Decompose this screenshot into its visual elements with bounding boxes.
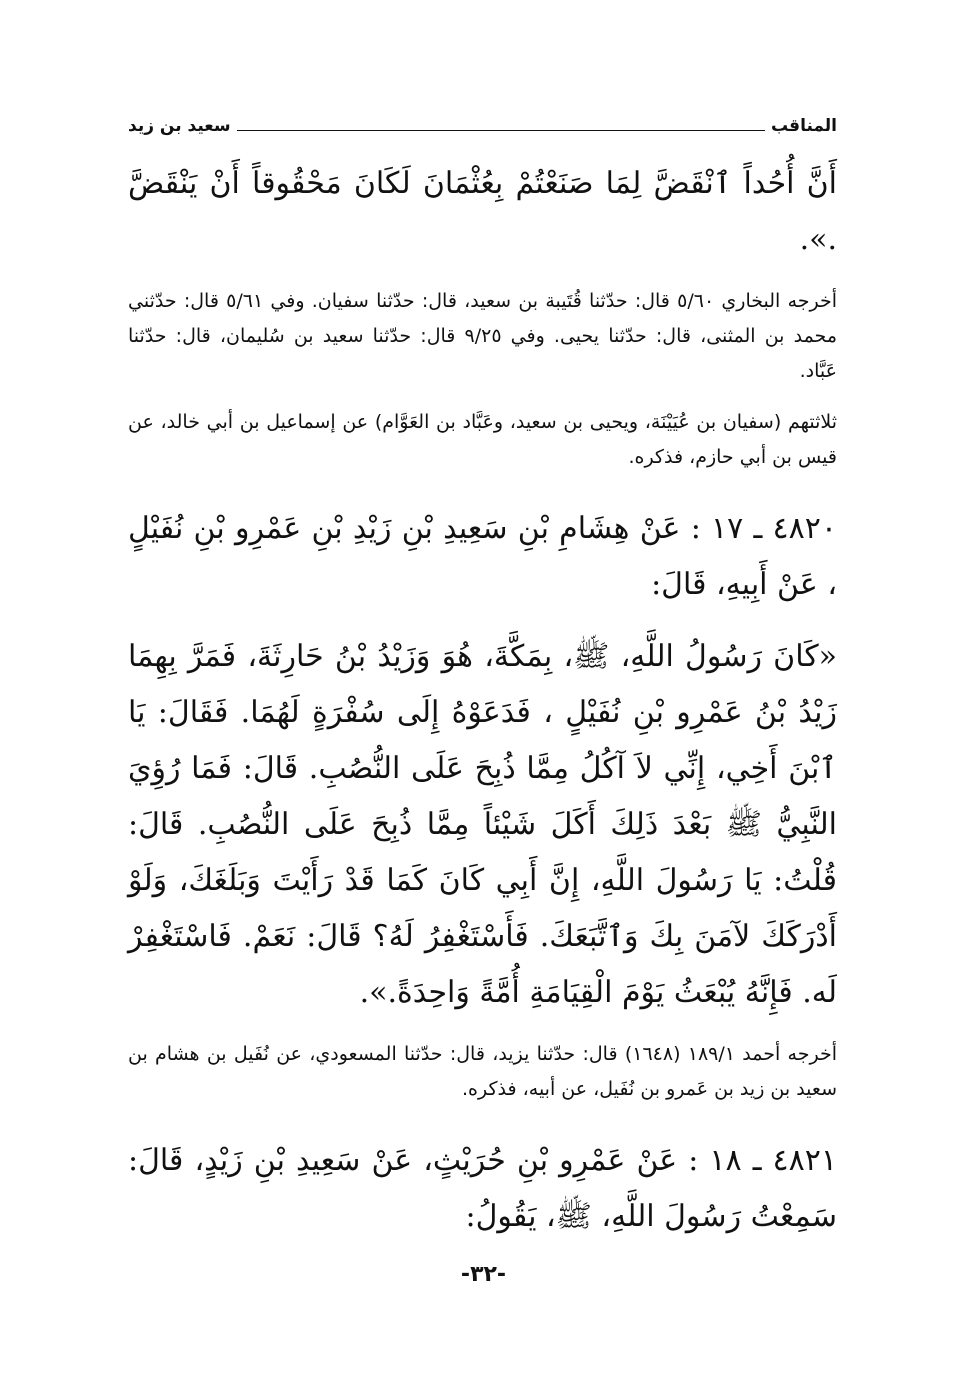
chapter-title: المناقب: [770, 116, 837, 136]
hadith-ending-text: أَنَّ أُحُداً ٱنْقَضَّ لِمَا صَنَعْتُمْ بِعُثْمَانَ لَكَانَ مَحْقُوقاً أَنْ يَنْقَضَّ .».: [128, 166, 837, 257]
hadith-4820-intro: ٤٨٢٠ ـ ١٧ : عَنْ هِشَامِ بْنِ سَعِيدِ بْنِ زَيْدِ بْنِ عَمْرِو بْنِ نُفَيْلٍ ، عَنْ أَبِيهِ، قَالَ:: [128, 511, 837, 602]
header-rule: [237, 130, 765, 131]
hadith-4821-intro: ٤٨٢١ ـ ١٨ : عَنْ عَمْرِو بْنِ حُرَيْثٍ، عَنْ سَعِيدِ بْنِ زَيْدٍ، قَالَ: سَمِعْتُ رَسُولَ اللَّهِ، ﷺ، يَقُولُ:: [128, 1143, 837, 1234]
takhrij-ahmad: أخرجه أحمد ١٨٩/١ (١٦٤٨) قال: حدّثنا يزيد، قال: حدّثنا المسعودي، عن نُفَيل بن هشام بن سعيد بن زيد بن عَمرو بن نُفَيل، عن أبيه، فذكره.: [128, 1043, 837, 1100]
running-header: [128, 112, 837, 140]
hadith-4820-text: «كَانَ رَسُولُ اللَّهِ، ﷺ، بِمَكَّةَ، هُوَ وَزَيْدُ بْنُ حَارِثَةَ، فَمَرَّ بِهِمَا زَيْدُ بْنُ عَمْرِو بْنِ نُفَيْلٍ ، فَدَعَوْهُ إِلَى سُفْرَةٍ لَهُمَا. فَقَالَ: يَا ٱبْنَ أَخِي، إِنِّي لاَ آكُلُ مِمَّا ذُبِحَ عَلَى النُّصُبِ. قَالَ: فَمَا رُؤِيَ النَّبِيُّ ﷺ بَعْدَ ذَلِكَ أَكَلَ شَيْئاً مِمَّا ذُبِحَ عَلَى النُّصُبِ. قَالَ: قُلْتُ: يَا رَسُولَ اللَّهِ، إِنَّ أَبِي كَانَ كَمَا قَدْ رَأَيْتَ وَبَلَغَكَ، وَلَوْ أَدْرَكَكَ لآمَنَ بِكَ وَٱتَّبَعَكَ. فَأَسْتَغْفِرُ لَهُ؟ قَالَ: نَعَمْ. فَاسْتَغْفِرْ لَه. فَإِنَّهُ يُبْعَثُ يَوْمَ الْقِيَامَةِ أُمَّةً وَاحِدَةً.».: [128, 639, 837, 1010]
page-number: -٣٢-: [460, 1262, 507, 1287]
takhrij-bukhari: أخرجه البخاري ٥/٦٠ قال: حدّثنا قُتَيبة بن سعيد، قال: حدّثنا سفيان. وفي ٥/٦١ قال: حدّثني محمد بن المثنى، قال: حدّثنا يحيى. وفي ٩/٢٥ قال: حدّثنا سعيد بن سُليمان، قال: حدّثنا عَبَّاد.: [128, 290, 838, 382]
takhrij-chain: ثلاثتهم (سفيان بن عُيَيْنَة، ويحيى بن سعيد، وعَبَّاد بن العَوَّام) عن إسماعيل بن أبي خالد، عن قيس بن أبي حازم، فذكره.: [128, 411, 837, 468]
section-title: سعيد بن زيد: [128, 116, 231, 136]
